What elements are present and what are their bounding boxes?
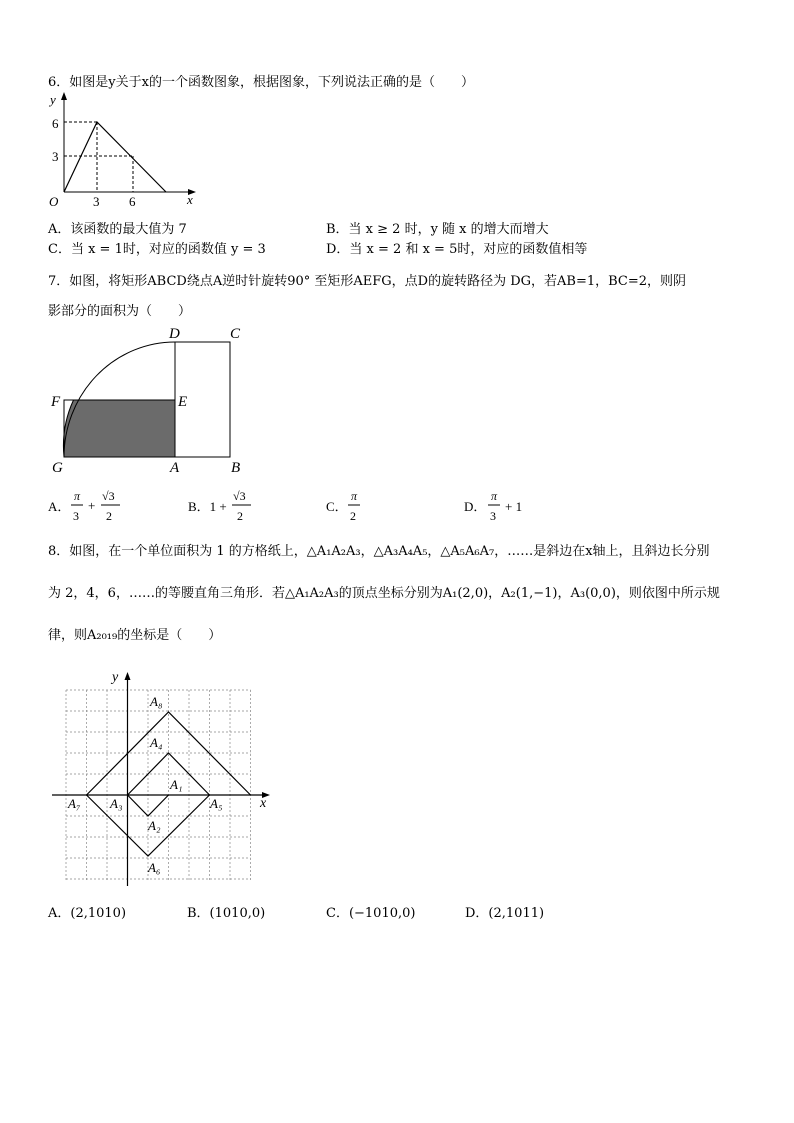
q7-stem-line2: 影部分的面积为（ ） [48, 304, 192, 319]
svg-text:π: π [351, 489, 358, 503]
svg-text:D．: D． [464, 499, 487, 514]
svg-text:√3: √3 [102, 489, 115, 503]
q6-y-arrow [61, 92, 67, 100]
q8-option-a[interactable]: A．(2,1010) [48, 906, 127, 921]
q7-option-b[interactable] [188, 489, 251, 523]
q8-label-a8: A₈ [150, 694, 163, 709]
svg-text:+ 1: + 1 [505, 499, 523, 514]
q8-option-d[interactable]: D．(2,1011) [465, 906, 545, 921]
svg-text:2: 2 [237, 509, 243, 523]
q7-shaded-region [63, 400, 175, 457]
q8-x-label: x [260, 796, 267, 811]
q7-rectangle-figure [48, 322, 258, 478]
q8-label-a6: A₆ [148, 860, 161, 875]
svg-text:π: π [491, 489, 498, 503]
svg-text:C．: C． [326, 499, 348, 514]
q7-label-c: C [230, 326, 241, 342]
svg-text:3: 3 [490, 509, 496, 523]
q7-label-f: F [51, 394, 61, 410]
q7-label-g: G [52, 460, 63, 476]
svg-text:2: 2 [106, 509, 112, 523]
svg-text:B．1 +: B．1 + [188, 499, 227, 514]
q8-option-b[interactable]: B．(1010,0) [187, 906, 266, 921]
q7-label-e: E [178, 394, 188, 410]
q8-label-a4: A₄ [150, 735, 163, 750]
q6-origin-label: O [49, 194, 59, 209]
q6-function-graph [40, 88, 210, 214]
q7-option-c[interactable] [326, 489, 360, 523]
q8-y-arrow [125, 672, 131, 680]
svg-text:3: 3 [73, 509, 79, 523]
q7-label-d: D [169, 326, 180, 342]
svg-text:A．: A． [48, 499, 71, 514]
q8-label-a3: A₃ [110, 796, 123, 811]
q7-options [40, 484, 560, 528]
svg-text:π: π [74, 489, 81, 503]
q7-label-a: A [170, 460, 180, 476]
q6-option-b[interactable]: B．当 x ≥ 2 时，y 随 x 的增大而增大 [326, 222, 549, 237]
q6-stem: 6．如图是y关于x的一个函数图象，根据图象，下列说法正确的是（ ） [48, 75, 474, 90]
q8-stem-line2: 为 2，4，6，……的等腰直角三角形．若△A₁A₂A₃的顶点坐标分别为A₁(2,0)，A₂(1,−1)，A₃(0,0)，则依图中所示规 [48, 586, 720, 601]
svg-text:2: 2 [350, 509, 356, 523]
q6-y-label: y [50, 92, 56, 107]
q8-grid-figure [48, 664, 278, 890]
q6-x-label: x [187, 192, 193, 207]
q8-stem-line3: 律，则A₂₀₁₉的坐标是（ ） [48, 628, 222, 643]
q8-label-a7: A₇ [68, 796, 81, 811]
q8-label-a2: A₂ [148, 818, 161, 833]
q6-tick-x3: 3 [93, 194, 100, 209]
q6-option-c[interactable]: C．当 x = 1时，对应的函数值 y = 3 [48, 242, 266, 257]
q8-label-a1: A₁ [170, 777, 183, 792]
q6-function-line [64, 122, 166, 192]
q8-label-a5: A₅ [210, 796, 223, 811]
q6-tick-y6: 6 [52, 116, 59, 131]
q6-option-d[interactable]: D．当 x = 2 和 x = 5时，对应的函数值相等 [326, 242, 588, 257]
q6-option-a[interactable]: A．该函数的最大值为 7 [48, 222, 187, 237]
svg-text:√3: √3 [233, 489, 246, 503]
q8-stem-line1: 8．如图，在一个单位面积为 1 的方格纸上，△A₁A₂A₃，△A₃A₄A₅，△A₅A₆A₇，……是斜边在x轴上，且斜边长分别 [48, 544, 710, 559]
q8-y-label: y [112, 670, 119, 685]
q8-option-c[interactable]: C．(−1010,0) [326, 906, 416, 921]
q7-option-a[interactable] [48, 489, 120, 523]
q7-stem-line1: 7．如图，将矩形ABCD绕点A逆时针旋转90° 至矩形AEFG，点D的旋转路径为 DG，若AB=1，BC=2，则阴 [48, 274, 687, 289]
q8-grid [66, 690, 251, 881]
svg-text:+: + [88, 498, 96, 513]
q7-label-b: B [231, 460, 241, 476]
q7-option-d[interactable] [464, 489, 522, 523]
q6-tick-y3: 3 [52, 149, 59, 164]
q6-tick-x6: 6 [129, 194, 136, 209]
